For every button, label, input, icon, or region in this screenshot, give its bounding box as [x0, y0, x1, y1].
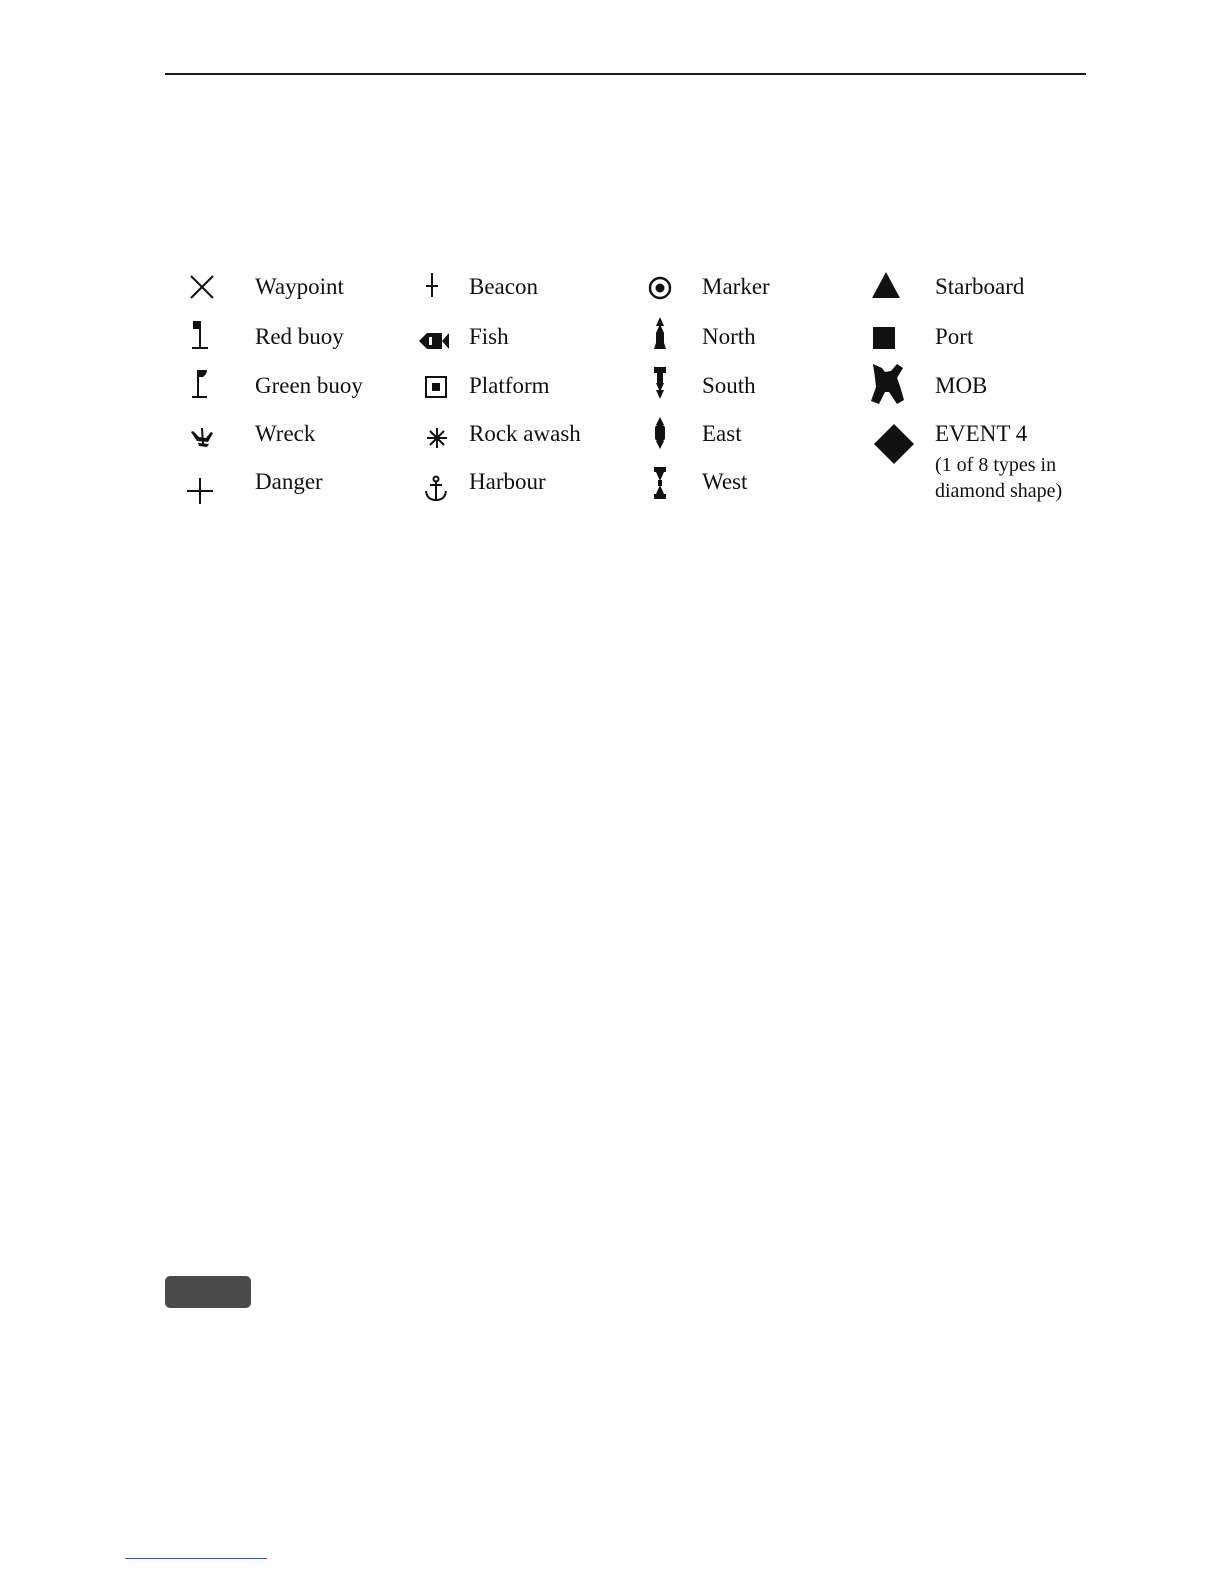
- green-buoy-label: Green buoy: [255, 373, 363, 398]
- east-label: East: [702, 421, 742, 446]
- south-label: South: [702, 373, 756, 398]
- beacon-icon: [424, 272, 440, 298]
- footer-link-underline: [125, 1558, 267, 1559]
- north-label: North: [702, 324, 756, 349]
- east-cardinal-icon: [652, 416, 668, 450]
- starboard-label: Starboard: [935, 274, 1025, 299]
- event-note-line2: diamond shape): [935, 480, 1063, 502]
- beacon-label: Beacon: [469, 274, 538, 299]
- mob-icon: [867, 362, 907, 406]
- red-buoy-icon: [189, 319, 211, 351]
- platform-symbol: [436, 387, 437, 388]
- west-symbol: [660, 483, 661, 484]
- mob-label: MOB: [935, 373, 988, 398]
- south-symbol: [660, 383, 661, 384]
- wreck-symbol: [202, 436, 203, 437]
- danger-label: Danger: [255, 469, 323, 494]
- symbol-legend: [0, 0, 1224, 600]
- waypoint-label: Waypoint: [255, 274, 344, 299]
- starboard-symbol: [886, 285, 887, 286]
- waypoint-icon: [188, 273, 216, 301]
- harbour-label: Harbour: [469, 469, 546, 494]
- event-symbol: [894, 444, 895, 445]
- platform-label: Platform: [469, 373, 550, 398]
- west-label: West: [702, 469, 748, 494]
- wreck-icon: [189, 424, 215, 448]
- harbour-symbol: [436, 489, 437, 490]
- harbour-icon: [423, 475, 449, 503]
- beacon-symbol: [432, 285, 433, 286]
- fish-label: Fish: [469, 324, 509, 349]
- section-tab: [165, 1276, 251, 1308]
- port-icon: [872, 326, 896, 350]
- north-symbol: [660, 333, 661, 334]
- mob-symbol: [887, 384, 888, 385]
- west-cardinal-icon: [652, 466, 668, 500]
- north-cardinal-icon: [652, 316, 668, 350]
- marker-symbol: [660, 288, 661, 289]
- fish-symbol: [434, 341, 435, 342]
- marker-icon: [647, 275, 673, 301]
- platform-icon: [424, 375, 448, 399]
- waypoint-symbol: [202, 287, 203, 288]
- green-buoy-icon: [191, 368, 213, 400]
- event-label: EVENT 4: [935, 421, 1028, 446]
- marker-label: Marker: [702, 274, 770, 299]
- wreck-label: Wreck: [255, 421, 316, 446]
- port-label: Port: [935, 324, 974, 349]
- event-note-line1: (1 of 8 types in: [935, 454, 1057, 476]
- event-diamond-icon: [872, 422, 916, 466]
- east-symbol: [660, 433, 661, 434]
- rock-awash-label: Rock awash: [469, 421, 581, 446]
- starboard-icon: [870, 270, 902, 300]
- green-buoy-symbol: [202, 384, 203, 385]
- south-cardinal-icon: [652, 366, 668, 400]
- red-buoy-label: Red buoy: [255, 324, 344, 349]
- danger-symbol: [200, 491, 201, 492]
- rock-awash-symbol: [437, 438, 438, 439]
- rock-awash-icon: [425, 426, 449, 450]
- port-symbol: [884, 338, 885, 339]
- red-buoy-symbol: [200, 335, 201, 336]
- danger-icon: [185, 476, 215, 506]
- fish-icon: [418, 330, 450, 352]
